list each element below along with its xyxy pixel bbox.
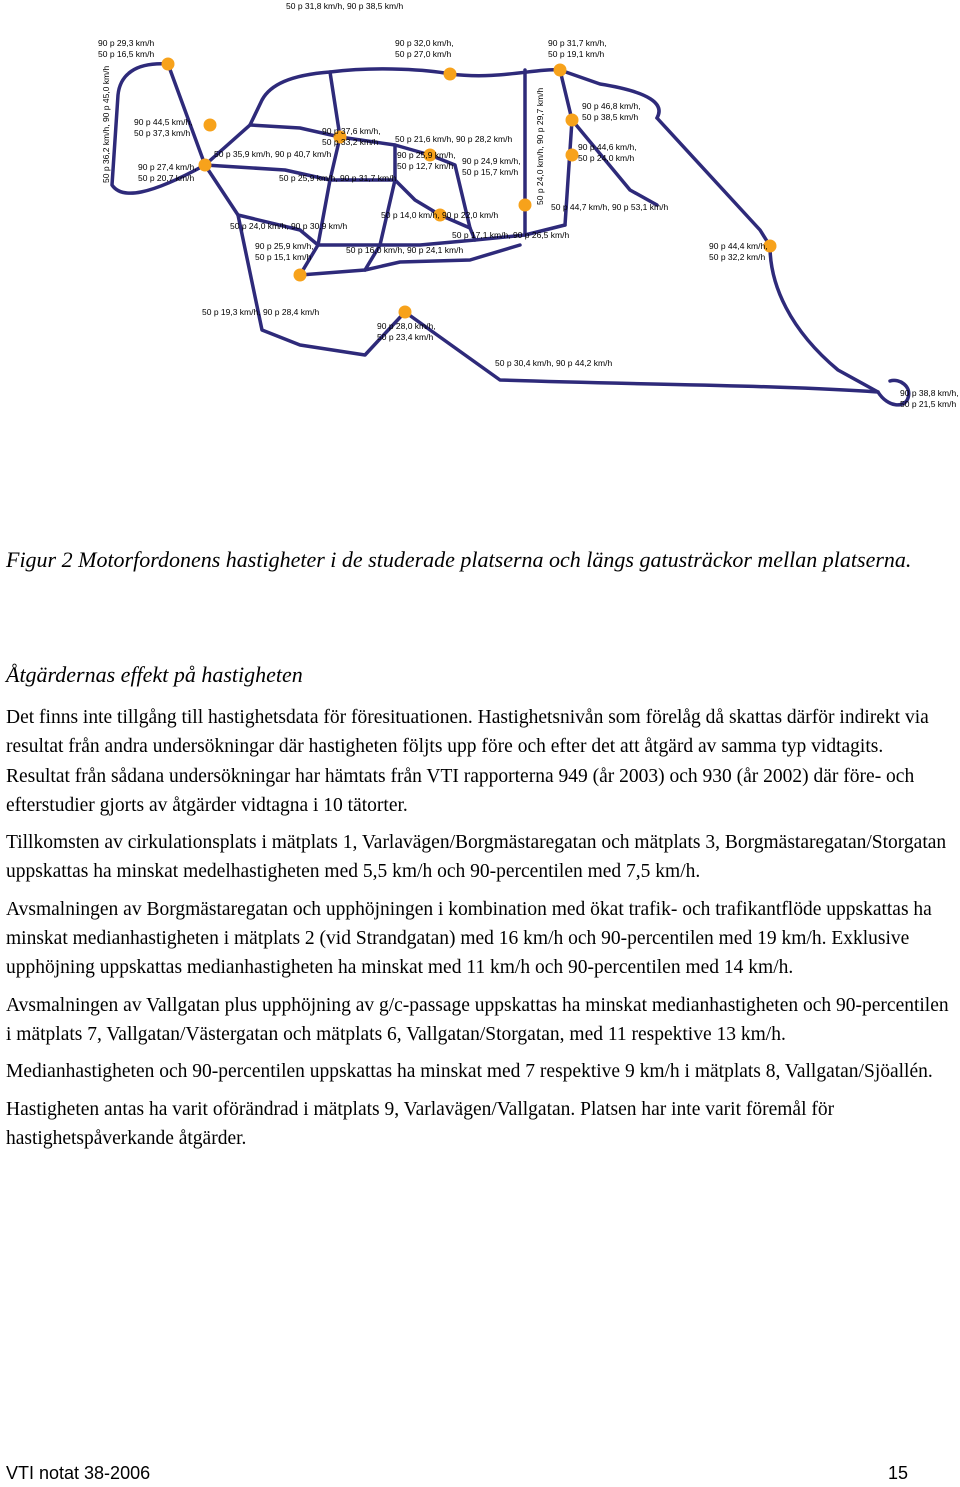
speed-map (0, 0, 960, 420)
footer-page-number: 15 (887, 1463, 908, 1483)
paragraph: Hastigheten antas ha varit oförändrad i mätplats 9, Varlavägen/Vallgatan. Platsen har inte varit föremål för hastighetspåverkande åtgärder. (6, 1098, 835, 1149)
paragraph: Medianhastigheten och 90-percentilen uppskattas ha minskat med 7 respektive 9 km/h i mätplats 8, Vallgatan/Sjöallén. (6, 1061, 933, 1083)
speed-label: 50 p 30,4 km/h, 90 p 44,2 km/h (495, 358, 613, 368)
speed-label: 90 p 31,7 km/h, 50 p 19,1 km/h (548, 38, 607, 59)
speed-label: 90 p 44,6 km/h, 50 p 24,0 km/h (578, 142, 637, 163)
marker (399, 306, 412, 319)
speed-label: 50 p 25,9 km/h, 90 p 31,7 km/h (279, 173, 397, 183)
marker (566, 114, 579, 127)
speed-label: 90 p 25,9 km/h, 50 p 15,1 km/h (255, 241, 314, 262)
section-heading: Åtgärdernas effekt på hastigheten (6, 662, 303, 687)
marker (294, 269, 307, 282)
speed-label: 90 p 32,0 km/h, 50 p 27,0 km/h (395, 38, 454, 59)
speed-label: 90 p 29,3 km/h 50 p 16,5 km/h (98, 38, 155, 59)
speed-label: 50 p 35,9 km/h, 90 p 40,7 km/h (214, 149, 332, 159)
footer-report-id: VTI notat 38-2006 (6, 1463, 151, 1483)
speed-label: 50 p 31,8 km/h, 90 p 38,5 km/h (286, 1, 404, 11)
speed-label: 50 p 16,0 km/h, 90 p 24,1 km/h (346, 245, 464, 255)
speed-label-vertical: 50 p 36,2 km/h, 90 p 45,0 km/h (101, 65, 111, 183)
speed-label: 90 p 27,4 km/h, 50 p 20,7 km/h (138, 162, 197, 183)
marker (444, 68, 457, 81)
speed-label: 50 p 24,0 km/h, 90 p 30,9 km/h (230, 221, 348, 231)
paragraph: Det finns inte tillgång till hastighetsdata för föresituationen. Hastighetsnivån som förelåg då skattas därför indirekt via resultat från andra undersökningar där hastigheten följts upp före och efter det att åtgärd av samma typ vidtagits. Resultat från sådana undersökningar har hämtats från VTI rapporterna 949 (år 2003) och 930 (år 2002) där före- och efterstudier gjorts av åtgärder vidtagna i 10 tätorter. (6, 707, 929, 816)
speed-label: 90 p 25,9 km/h, 50 p 12,7 km/h (397, 150, 456, 171)
speed-label: 50 p 19,3 km/h, 90 p 28,4 km/h (202, 307, 320, 317)
paragraph: Avsmalningen av Vallgatan plus upphöjning av g/c-passage uppskattas ha minskat medianhastigheten och 90-percentilen i mätplats 7, Vallgatan/Västergatan och mätplats 6, Vallgatan/Storgatan, med 11 respektive 13 km/h. (6, 994, 949, 1045)
marker (554, 64, 567, 77)
speed-label-vertical: 50 p 24,0 km/h, 90 p 29,7 km/h (535, 87, 545, 205)
speed-label: 50 p 21,6 km/h, 90 p 28,2 km/h (395, 134, 513, 144)
speed-label: 90 p 24,9 km/h, 50 p 15,7 km/h (462, 156, 521, 177)
speed-label: 50 p 44,7 km/h, 90 p 53,1 km/h (551, 202, 669, 212)
speed-markers (162, 58, 777, 319)
speed-label: 90 p 44,4 km/h, 50 p 32,2 km/h (709, 241, 768, 262)
speed-label: 50 p 17,1 km/h, 90 p 26,5 km/h (452, 230, 570, 240)
marker (519, 199, 532, 212)
speed-label: 90 p 37,6 km/h, 50 p 33,2 km/h (322, 126, 381, 147)
road-east-edge (657, 118, 770, 246)
speed-label: 90 p 44,5 km/h, 50 p 37,3 km/h (134, 117, 193, 138)
speed-label: 90 p 46,8 km/h, 50 p 38,5 km/h (582, 101, 641, 122)
paragraph: Avsmalningen av Borgmästaregatan och upphöjningen i kombination med ökat trafik- och trafikantflöde uppskattas ha minskat medianhastigheten i mätplats 2 (vid Strandgatan) med 16 km/h och 90-percentilen med 19 km/h. Exklusive upphöjning uppskattas medianhastigheten ha minskat med 11 km/h och 90-percentilen med 14 km/h. (6, 898, 932, 979)
speed-label: 50 p 14,0 km/h, 90 p 22,0 km/h (381, 210, 499, 220)
body-text (6, 703, 951, 1161)
speed-label: 90 p 28,0 km/h, 50 p 23,4 km/h (377, 321, 436, 342)
speed-label: 90 p 38,8 km/h, 50 p 21,5 km/h (900, 388, 959, 409)
marker (566, 149, 579, 162)
road-east-down (770, 246, 909, 405)
marker (204, 119, 217, 132)
paragraph: Tillkomsten av cirkulationsplats i mätplats 1, Varlavägen/Borgmästaregatan och mätplats 3, Borgmästaregatan/Storgatan uppskattas ha minskat medelhastigheten med 5,5 km/h och 90-percentilen med 7,5 km/h. (6, 832, 947, 883)
marker (162, 58, 175, 71)
marker (199, 159, 212, 172)
figure-caption: Figur 2 Motorfordonens hastigheter i de studerade platserna och längs gatusträckor mellan platserna. (6, 547, 912, 572)
